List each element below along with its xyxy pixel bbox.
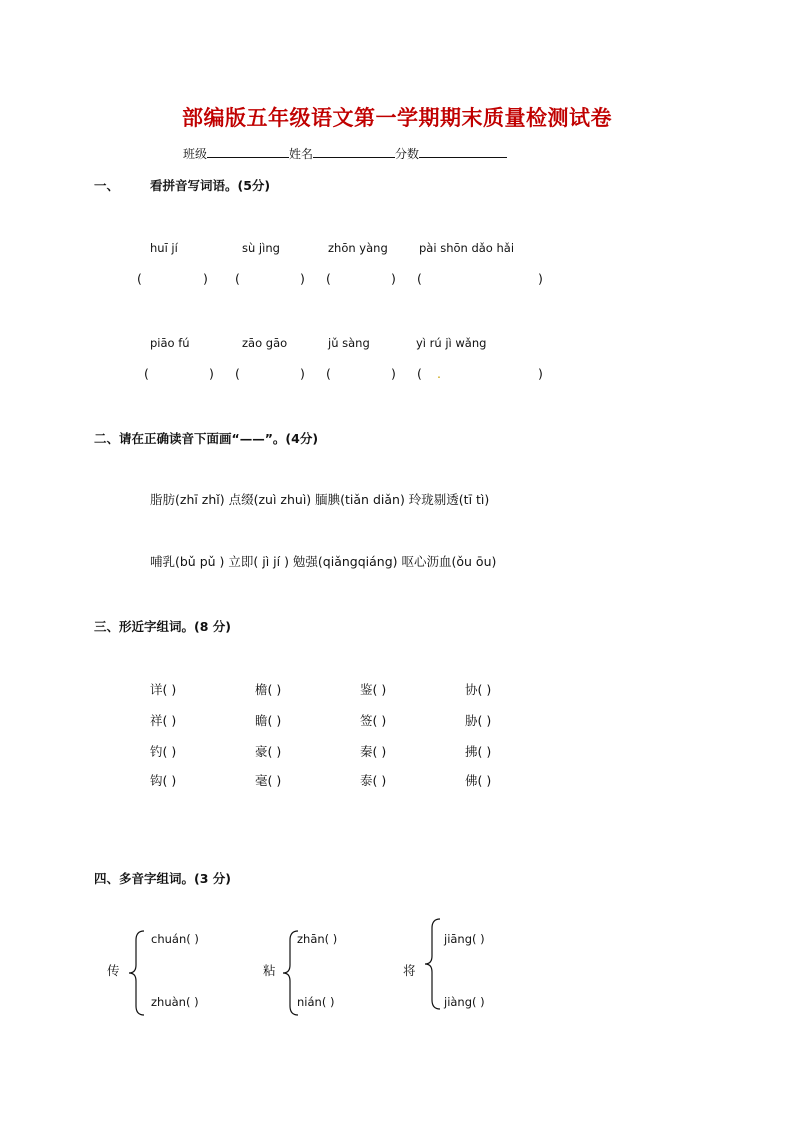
word-cell: 拂( ) bbox=[465, 744, 492, 759]
stray-dot: . bbox=[437, 366, 441, 381]
answer-bracket-open: ( bbox=[235, 366, 240, 381]
pinyin-2-4: yì rú jì wǎng bbox=[416, 336, 487, 350]
polyphone-reading: jiāng( ) bbox=[444, 932, 485, 946]
word-cell: 胁( ) bbox=[465, 713, 492, 728]
pinyin-1-4: pài shōn dǎo hǎi bbox=[419, 241, 515, 255]
answer-bracket-open: ( bbox=[235, 271, 240, 286]
word-cell: 豪( ) bbox=[255, 744, 282, 759]
polyphone-char: 将 bbox=[403, 963, 416, 978]
word-cell: 钓( ) bbox=[150, 744, 177, 759]
pinyin-2-2: zāo gāo bbox=[242, 336, 288, 350]
answer-bracket-close: ) bbox=[300, 271, 305, 286]
word-cell: 鉴( ) bbox=[360, 682, 387, 697]
word-cell: 详( ) bbox=[150, 682, 177, 697]
class-label: 班级 bbox=[183, 147, 208, 161]
answer-bracket-close: ) bbox=[538, 271, 543, 286]
section-2-heading: 二、请在正确读音下面画“——”。(4分) bbox=[94, 431, 319, 446]
name-blank[interactable] bbox=[313, 145, 395, 158]
answer-bracket-open: ( bbox=[326, 366, 331, 381]
word-cell: 祥( ) bbox=[150, 713, 177, 728]
polyphone-reading: zhuàn( ) bbox=[151, 995, 199, 1009]
pinyin-1-1: huī jí bbox=[150, 241, 178, 255]
polyphone-reading: zhān( ) bbox=[297, 932, 338, 946]
word-cell: 协( ) bbox=[465, 682, 492, 697]
brace-icon bbox=[128, 930, 148, 1016]
section-4-heading: 四、多音字组词。(3 分) bbox=[94, 871, 231, 886]
pinyin-1-2: sù jìng bbox=[242, 241, 280, 255]
polyphone-reading: nián( ) bbox=[297, 995, 335, 1009]
section-1-number: 一、 bbox=[94, 178, 120, 193]
answer-bracket-open: ( bbox=[137, 271, 142, 286]
answer-bracket-close: ) bbox=[391, 366, 396, 381]
polyphone-reading: jiàng( ) bbox=[444, 995, 485, 1009]
word-cell: 瞻( ) bbox=[255, 713, 282, 728]
answer-bracket-open: ( bbox=[417, 271, 422, 286]
reading-line-2: 哺乳(bǔ pǔ ) 立即( jì jí ) 勉强(qiǎngqiáng) 呕心沥血(ǒu ōu) bbox=[150, 554, 497, 569]
answer-bracket-close: ) bbox=[203, 271, 208, 286]
score-label: 分数 bbox=[395, 147, 420, 161]
answer-bracket-close: ) bbox=[538, 366, 543, 381]
answer-bracket-close: ) bbox=[391, 271, 396, 286]
brace-icon bbox=[424, 918, 444, 1010]
word-cell: 钩( ) bbox=[150, 773, 177, 788]
word-cell: 檐( ) bbox=[255, 682, 282, 697]
polyphone-char: 粘 bbox=[263, 963, 276, 978]
polyphone-char: 传 bbox=[107, 963, 120, 978]
page-title: 部编版五年级语文第一学期期末质量检测试卷 bbox=[182, 106, 612, 130]
answer-bracket-close: ) bbox=[209, 366, 214, 381]
class-blank[interactable] bbox=[207, 145, 289, 158]
answer-bracket-open: ( bbox=[144, 366, 149, 381]
name-label: 姓名 bbox=[289, 147, 314, 161]
answer-bracket-open: ( bbox=[417, 366, 422, 381]
word-cell: 秦( ) bbox=[360, 744, 387, 759]
word-cell: 毫( ) bbox=[255, 773, 282, 788]
score-blank[interactable] bbox=[419, 145, 507, 158]
pinyin-2-3: jǔ sàng bbox=[328, 336, 370, 350]
answer-bracket-close: ) bbox=[300, 366, 305, 381]
word-cell: 佛( ) bbox=[465, 773, 492, 788]
word-cell: 泰( ) bbox=[360, 773, 387, 788]
section-3-heading: 三、形近字组词。(8 分) bbox=[94, 619, 231, 634]
pinyin-1-3: zhōn yàng bbox=[328, 241, 388, 255]
polyphone-reading: chuán( ) bbox=[151, 932, 199, 946]
section-1-heading: 看拼音写词语。(5分) bbox=[150, 178, 271, 193]
reading-line-1: 脂肪(zhī zhǐ) 点缀(zuì zhuì) 腼腆(tiǎn diǎn) 玲珑剔透(tī tì) bbox=[150, 492, 490, 507]
answer-bracket-open: ( bbox=[326, 271, 331, 286]
word-cell: 签( ) bbox=[360, 713, 387, 728]
pinyin-2-1: piāo fú bbox=[150, 336, 190, 350]
student-info-line bbox=[183, 145, 507, 162]
